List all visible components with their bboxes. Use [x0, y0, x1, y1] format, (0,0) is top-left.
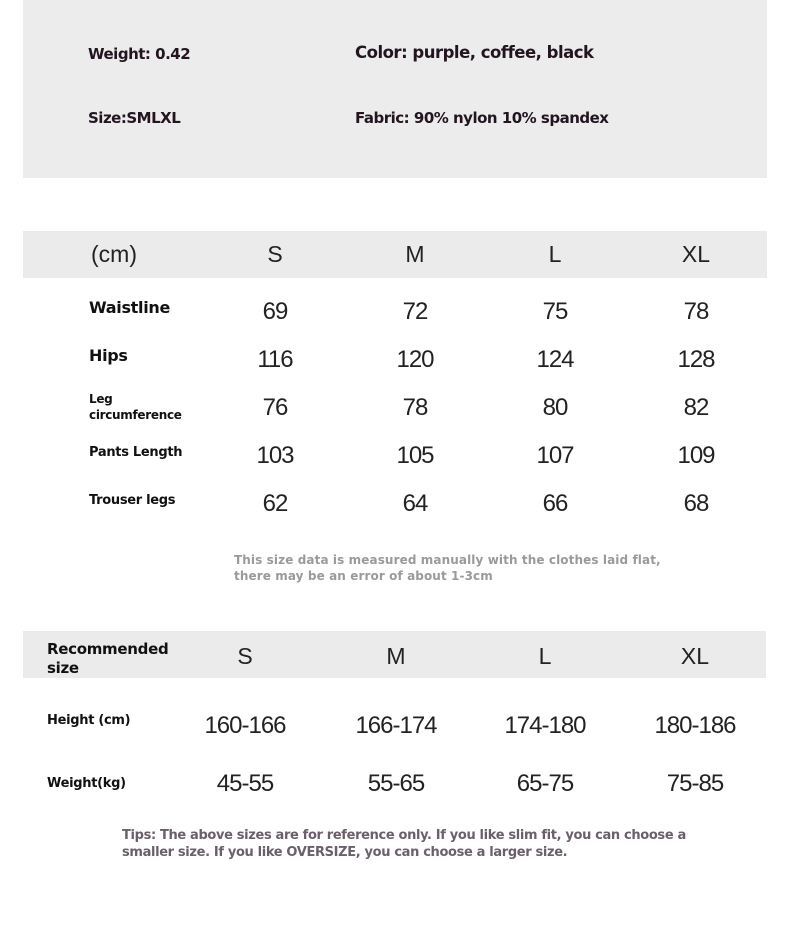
row-label-trouser-legs: Trouser legs: [89, 493, 176, 508]
table-cell: 160-166: [204, 712, 286, 739]
rec-size-header-m: M: [386, 643, 406, 669]
table-cell: 45-55: [216, 770, 274, 797]
product-sizes: Size:SMLXL: [88, 109, 181, 127]
row-label-pants-length: Pants Length: [89, 445, 183, 460]
product-fabric: Fabric: 90% nylon 10% spandex: [355, 109, 609, 127]
table-cell: 105: [396, 442, 434, 469]
table-cell: 82: [683, 394, 709, 421]
size-header-xl: XL: [681, 241, 711, 267]
table-cell: 166-174: [355, 712, 437, 739]
table-cell: 78: [683, 298, 709, 325]
row-label-height: Height (cm): [47, 713, 131, 728]
size-header-s: S: [267, 241, 283, 267]
size-header-l: L: [548, 241, 562, 267]
table-cell: 65-75: [516, 770, 574, 797]
table-cell: 75-85: [666, 770, 724, 797]
rec-size-header-s: S: [237, 643, 253, 669]
table-cell: 66: [542, 490, 568, 517]
tips-line1: Tips: The above sizes are for reference only. If you like slim fit, you can choose a: [122, 828, 686, 843]
product-colors: Color: purple, coffee, black: [355, 43, 594, 62]
row-label-leg: Leg: [89, 392, 113, 406]
table-cell: 62: [262, 490, 288, 517]
row-label-circumference: circumference: [89, 408, 182, 422]
table-cell: 75: [542, 298, 568, 325]
table-cell: 180-186: [654, 712, 736, 739]
rec-size-header-l: L: [538, 643, 552, 669]
table-cell: 72: [402, 298, 428, 325]
recommended-header-line2: size: [47, 659, 79, 677]
table-cell: 64: [402, 490, 428, 517]
product-info-panel: [23, 0, 767, 178]
table-cell: 103: [256, 442, 294, 469]
table-cell: 120: [396, 346, 434, 373]
table-cell: 116: [257, 346, 293, 373]
table-cell: 107: [536, 442, 574, 469]
product-weight: Weight: 0.42: [88, 45, 191, 63]
table-cell: 128: [677, 346, 715, 373]
measurement-note-line2: there may be an error of about 1-3cm: [234, 569, 493, 583]
rec-size-header-xl: XL: [680, 643, 710, 669]
table-cell: 174-180: [504, 712, 586, 739]
measurement-note-line1: This size data is measured manually with the clothes laid flat,: [234, 553, 661, 567]
table-cell: 109: [677, 442, 715, 469]
row-label-hips: Hips: [89, 346, 128, 365]
table-cell: 80: [542, 394, 568, 421]
recommended-header-line1: Recommended: [47, 640, 169, 658]
table-cell: 69: [262, 298, 288, 325]
table-cell: 68: [683, 490, 709, 517]
table-cell: 76: [262, 394, 288, 421]
table-cell: 55-65: [367, 770, 425, 797]
row-label-waistline: Waistline: [89, 298, 171, 317]
unit-header: (cm): [91, 241, 137, 267]
size-header-m: M: [405, 241, 425, 267]
table-cell: 78: [402, 394, 428, 421]
table-cell: 124: [536, 346, 574, 373]
row-label-weight: Weight(kg): [47, 776, 126, 791]
tips-line2: smaller size. If you like OVERSIZE, you can choose a larger size.: [122, 845, 568, 860]
